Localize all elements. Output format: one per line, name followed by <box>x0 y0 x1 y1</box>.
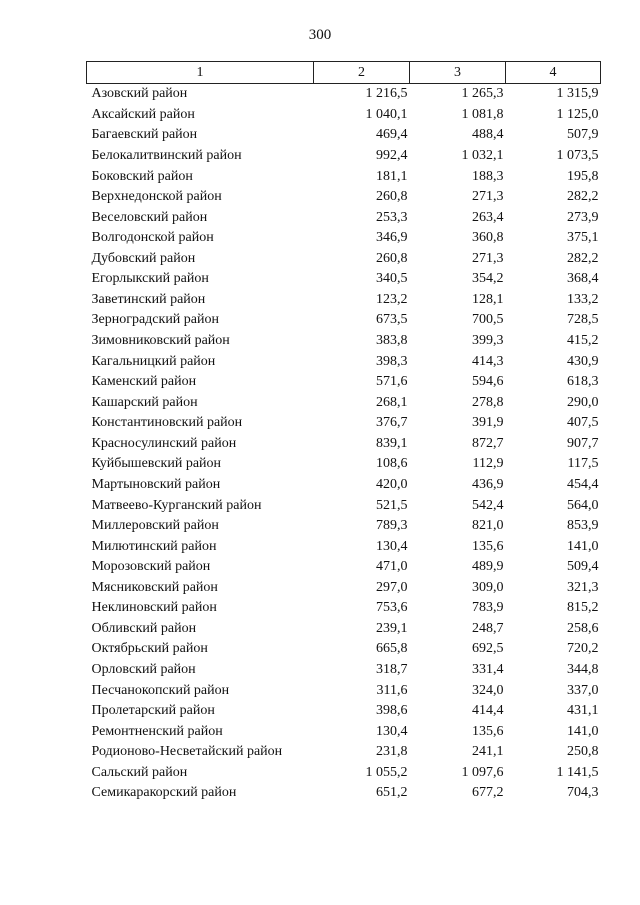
value-cell-col4: 195,8 <box>567 168 599 184</box>
district-name-cell: Волгодонской район <box>91 230 214 246</box>
value-cell-col4: 117,5 <box>567 456 599 472</box>
table-row <box>87 207 601 228</box>
district-name-cell: Милютинский район <box>91 538 217 554</box>
value-cell-col2: 346,9 <box>376 230 408 246</box>
district-name-cell: Родионово-Несветайский район <box>91 744 283 760</box>
value-cell-col3: 399,3 <box>472 333 504 349</box>
value-cell-col4: 375,1 <box>567 230 599 246</box>
district-name-cell: Красносулинский район <box>91 435 237 451</box>
value-cell-col3: 128,1 <box>472 291 504 307</box>
value-cell-col2: 239,1 <box>376 620 408 636</box>
district-name-cell: Семикаракорский район <box>91 785 237 801</box>
value-cell-col2: 268,1 <box>376 394 408 410</box>
value-cell-col4: 337,0 <box>567 682 599 698</box>
district-name-cell: Матвеево-Курганский район <box>91 497 262 513</box>
table-row <box>87 701 601 722</box>
table-row <box>87 536 601 557</box>
table-row <box>87 269 601 290</box>
table-row <box>87 763 601 784</box>
value-cell-col2: 1 040,1 <box>365 106 408 122</box>
value-cell-col2: 108,6 <box>376 456 408 472</box>
table-row <box>87 413 601 434</box>
value-cell-col3: 489,9 <box>472 559 504 575</box>
value-cell-col3: 135,6 <box>472 538 504 554</box>
value-cell-col3: 700,5 <box>472 312 504 328</box>
table-row <box>87 660 601 681</box>
table-row <box>87 372 601 393</box>
table-row <box>87 434 601 455</box>
table-row <box>87 721 601 742</box>
table-row <box>87 290 601 311</box>
district-name-cell: Обливский район <box>91 620 197 636</box>
district-name-cell: Кашарский район <box>91 394 198 410</box>
value-cell-col2: 521,5 <box>376 497 408 513</box>
table-row <box>87 105 601 126</box>
value-cell-col4: 368,4 <box>567 271 599 287</box>
value-cell-col2: 992,4 <box>376 147 408 163</box>
district-name-cell: Белокалитвинский район <box>91 147 242 163</box>
value-cell-col3: 360,8 <box>472 230 504 246</box>
value-cell-col4: 853,9 <box>567 518 599 534</box>
district-name-cell: Кагальницкий район <box>91 353 216 369</box>
value-cell-col3: 135,6 <box>472 723 504 739</box>
value-cell-col3: 278,8 <box>472 394 504 410</box>
district-name-cell: Куйбышевский район <box>91 456 222 472</box>
district-name-cell: Пролетарский район <box>91 703 215 719</box>
table-row <box>87 351 601 372</box>
value-cell-col4: 133,2 <box>567 291 599 307</box>
value-cell-col2: 311,6 <box>376 682 408 698</box>
value-cell-col2: 253,3 <box>376 209 408 225</box>
district-name-cell: Боковский район <box>91 168 193 184</box>
value-cell-col3: 241,1 <box>472 744 504 760</box>
table-row <box>87 495 601 516</box>
value-cell-col4: 507,9 <box>567 127 599 143</box>
value-cell-col2: 260,8 <box>376 189 408 205</box>
value-cell-col3: 188,3 <box>472 168 504 184</box>
district-name-cell: Зерноградский район <box>91 312 219 328</box>
value-cell-col4: 907,7 <box>567 435 599 451</box>
district-name-cell: Орловский район <box>91 662 196 678</box>
district-name-cell: Мясниковский район <box>91 579 218 595</box>
district-name-cell: Ремонтненский район <box>91 723 223 739</box>
district-name-cell: Дубовский район <box>91 250 196 266</box>
value-cell-col3: 354,2 <box>472 271 504 287</box>
table-row <box>87 578 601 599</box>
value-cell-col2: 471,0 <box>376 559 408 575</box>
value-cell-col3: 331,4 <box>472 662 504 678</box>
value-cell-col4: 273,9 <box>567 209 599 225</box>
value-cell-col2: 651,2 <box>376 785 408 801</box>
value-cell-col3: 783,9 <box>472 600 504 616</box>
column-header-2: 2 <box>314 62 410 84</box>
district-name-cell: Сальский район <box>91 764 188 780</box>
value-cell-col2: 398,3 <box>376 353 408 369</box>
value-cell-col4: 1 073,5 <box>556 147 599 163</box>
district-name-cell: Веселовский район <box>91 209 208 225</box>
value-cell-col2: 665,8 <box>376 641 408 657</box>
table-row <box>87 146 601 167</box>
column-header-1: 1 <box>87 62 314 84</box>
table-row <box>87 557 601 578</box>
value-cell-col3: 488,4 <box>472 127 504 143</box>
table-body <box>87 84 601 804</box>
district-name-cell: Неклиновский район <box>91 600 217 616</box>
value-cell-col3: 692,5 <box>472 641 504 657</box>
value-cell-col2: 398,6 <box>376 703 408 719</box>
value-cell-col2: 1 216,5 <box>365 86 408 102</box>
value-cell-col4: 1 141,5 <box>556 764 599 780</box>
value-cell-col3: 1 265,3 <box>461 86 504 102</box>
district-name-cell: Багаевский район <box>91 127 198 143</box>
value-cell-col3: 324,0 <box>472 682 504 698</box>
table-row <box>87 454 601 475</box>
value-cell-col4: 282,2 <box>567 189 599 205</box>
table-row <box>87 310 601 331</box>
value-cell-col4: 564,0 <box>567 497 599 513</box>
value-cell-col4: 407,5 <box>567 415 599 431</box>
value-cell-col2: 673,5 <box>376 312 408 328</box>
value-cell-col4: 290,0 <box>567 394 599 410</box>
value-cell-col2: 260,8 <box>376 250 408 266</box>
table-header-row <box>87 62 601 84</box>
district-name-cell: Зимовниковский район <box>91 333 230 349</box>
value-cell-col4: 430,9 <box>567 353 599 369</box>
table-row <box>87 598 601 619</box>
district-name-cell: Каменский район <box>91 374 197 390</box>
value-cell-col3: 414,4 <box>472 703 504 719</box>
value-cell-col2: 231,8 <box>376 744 408 760</box>
table-row <box>87 331 601 352</box>
value-cell-col4: 141,0 <box>567 538 599 554</box>
value-cell-col3: 391,9 <box>472 415 504 431</box>
value-cell-col3: 677,2 <box>472 785 504 801</box>
value-cell-col2: 181,1 <box>376 168 408 184</box>
value-cell-col2: 123,2 <box>376 291 408 307</box>
table-row <box>87 228 601 249</box>
value-cell-col4: 509,4 <box>567 559 599 575</box>
value-cell-col2: 753,6 <box>376 600 408 616</box>
value-cell-col2: 839,1 <box>376 435 408 451</box>
value-cell-col3: 271,3 <box>472 250 504 266</box>
value-cell-col3: 436,9 <box>472 476 504 492</box>
value-cell-col2: 383,8 <box>376 333 408 349</box>
value-cell-col4: 344,8 <box>567 662 599 678</box>
table-row <box>87 783 601 804</box>
value-cell-col3: 1 032,1 <box>461 147 504 163</box>
table-row <box>87 84 601 105</box>
district-name-cell: Октябрьский район <box>91 641 208 657</box>
district-name-cell: Морозовский район <box>91 559 211 575</box>
table-row <box>87 166 601 187</box>
table-row <box>87 392 601 413</box>
value-cell-col4: 720,2 <box>567 641 599 657</box>
table-row <box>87 249 601 270</box>
value-cell-col2: 130,4 <box>376 723 408 739</box>
district-name-cell: Верхнедонской район <box>91 189 222 205</box>
value-cell-col4: 728,5 <box>567 312 599 328</box>
value-cell-col4: 415,2 <box>567 333 599 349</box>
district-data-table <box>86 61 601 804</box>
value-cell-col4: 815,2 <box>567 600 599 616</box>
table-row <box>87 639 601 660</box>
value-cell-col2: 469,4 <box>376 127 408 143</box>
value-cell-col4: 141,0 <box>567 723 599 739</box>
district-name-cell: Азовский район <box>91 86 188 102</box>
value-cell-col2: 376,7 <box>376 415 408 431</box>
value-cell-col2: 789,3 <box>376 518 408 534</box>
value-cell-col3: 1 097,6 <box>461 764 504 780</box>
value-cell-col3: 112,9 <box>472 456 504 472</box>
value-cell-col4: 431,1 <box>567 703 599 719</box>
value-cell-col3: 872,7 <box>472 435 504 451</box>
value-cell-col3: 1 081,8 <box>461 106 504 122</box>
value-cell-col4: 1 315,9 <box>556 86 599 102</box>
district-name-cell: Мартыновский район <box>91 476 221 492</box>
district-name-cell: Миллеровский район <box>91 518 219 534</box>
value-cell-col2: 130,4 <box>376 538 408 554</box>
district-name-cell: Константиновский район <box>91 415 243 431</box>
table-row <box>87 475 601 496</box>
page-number: 300 <box>308 27 332 43</box>
table-row <box>87 742 601 763</box>
value-cell-col3: 821,0 <box>472 518 504 534</box>
table-row <box>87 680 601 701</box>
table-row <box>87 125 601 146</box>
value-cell-col4: 1 125,0 <box>556 106 599 122</box>
column-header-3: 3 <box>410 62 506 84</box>
table-row <box>87 187 601 208</box>
table-row <box>87 619 601 640</box>
value-cell-col2: 1 055,2 <box>365 764 408 780</box>
value-cell-col3: 248,7 <box>472 620 504 636</box>
value-cell-col3: 309,0 <box>472 579 504 595</box>
value-cell-col3: 271,3 <box>472 189 504 205</box>
column-header-4: 4 <box>506 62 601 84</box>
value-cell-col4: 258,6 <box>567 620 599 636</box>
value-cell-col2: 420,0 <box>376 476 408 492</box>
value-cell-col2: 318,7 <box>376 662 408 678</box>
table-row <box>87 516 601 537</box>
value-cell-col4: 704,3 <box>567 785 599 801</box>
value-cell-col4: 282,2 <box>567 250 599 266</box>
value-cell-col4: 321,3 <box>567 579 599 595</box>
value-cell-col2: 340,5 <box>376 271 408 287</box>
value-cell-col2: 297,0 <box>376 579 408 595</box>
district-name-cell: Песчанокопский район <box>91 682 230 698</box>
value-cell-col2: 571,6 <box>376 374 408 390</box>
district-name-cell: Заветинский район <box>91 291 206 307</box>
value-cell-col4: 454,4 <box>567 476 599 492</box>
district-name-cell: Аксайский район <box>91 106 195 122</box>
district-name-cell: Егорлыкский район <box>91 271 209 287</box>
value-cell-col4: 250,8 <box>567 744 599 760</box>
value-cell-col4: 618,3 <box>567 374 599 390</box>
value-cell-col3: 594,6 <box>472 374 504 390</box>
value-cell-col3: 263,4 <box>472 209 504 225</box>
value-cell-col3: 414,3 <box>472 353 504 369</box>
value-cell-col3: 542,4 <box>472 497 504 513</box>
